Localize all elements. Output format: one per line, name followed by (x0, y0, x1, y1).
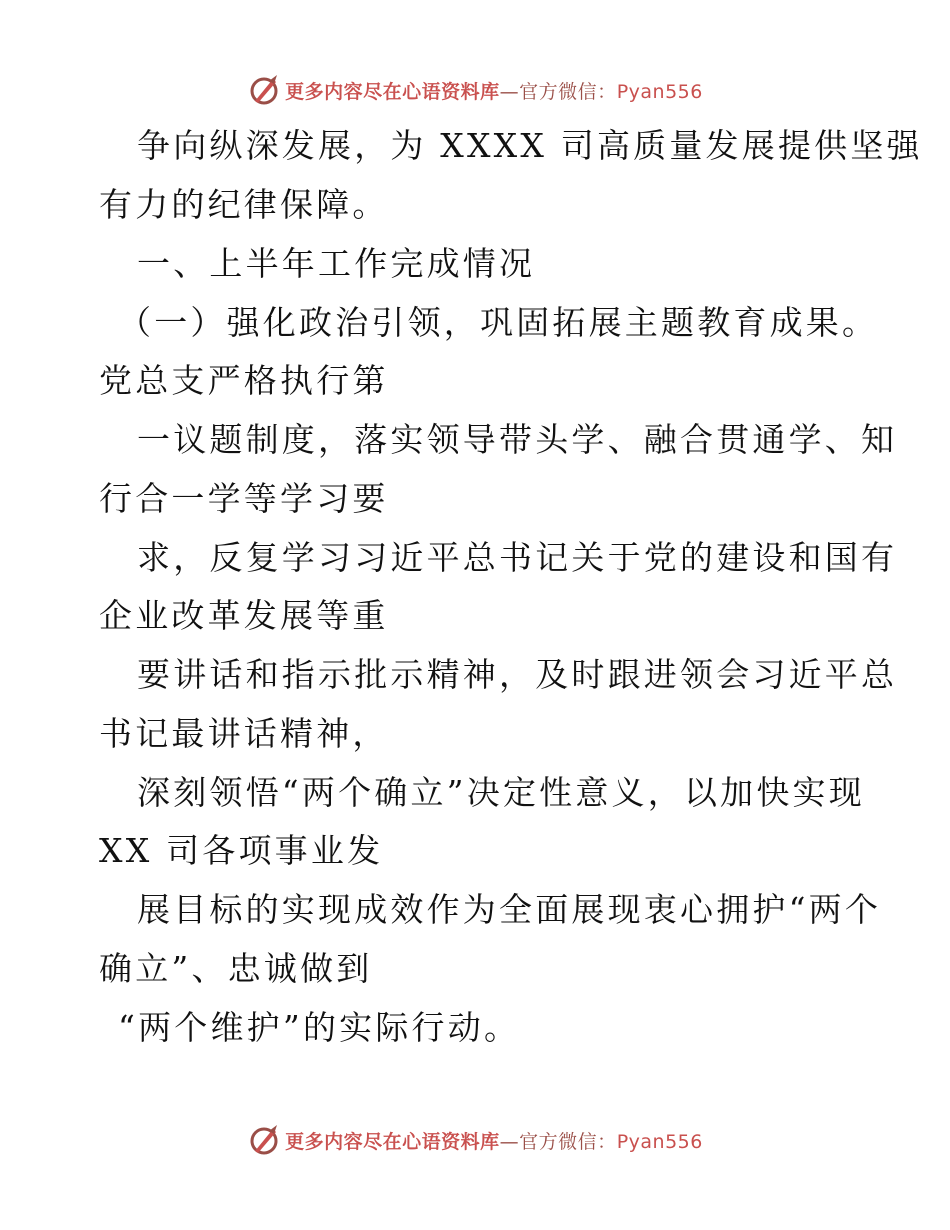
watermark-separator: — (499, 1130, 520, 1153)
body-line: 企业改革发展等重 (99, 596, 389, 635)
body-line: 确立”、忠诚做到 (99, 949, 373, 988)
watermark-text (285, 1127, 703, 1154)
quill-circle-logo-icon (247, 1123, 281, 1157)
body-line: 有力的纪律保障。 (99, 185, 389, 224)
body-line: 要讲话和指示批示精神，及时跟进领会习近平总 (137, 655, 898, 694)
watermark-label: 官方微信： (519, 1130, 617, 1153)
body-line: XX 司各项事业发 (99, 831, 384, 870)
footer-watermark (0, 1120, 950, 1160)
watermark-separator: — (499, 80, 520, 103)
body-line: 党总支严格执行第 (99, 361, 389, 400)
watermark-label: 官方微信： (519, 80, 617, 103)
watermark-handle: Pyan556 (616, 1130, 703, 1153)
body-line: 深刻领悟“两个确立”决定性意义，以加快实现 (137, 773, 865, 812)
body-line: 展目标的实现成效作为全面展现衷心拥护“两个 (137, 890, 882, 929)
section-heading: 一、上半年工作完成情况 (137, 244, 536, 283)
body-line: 书记最讲话精神， (99, 714, 389, 753)
body-line: 行合一学等学习要 (99, 479, 389, 518)
watermark-site-text: 更多内容尽在心语资料库 (285, 80, 500, 103)
body-line: 一议题制度，落实领导带头学、融合贯通学、知 (137, 420, 898, 459)
watermark-handle: Pyan556 (616, 80, 703, 103)
body-line: 争向纵深发展，为 XXXX 司高质量发展提供坚强 (137, 126, 923, 165)
watermark-site-text: 更多内容尽在心语资料库 (285, 1130, 500, 1153)
body-line: 求，反复学习习近平总书记关于党的建设和国有 (137, 538, 898, 577)
subsection-heading: （一）强化政治引领，巩固拓展主题教育成果。 (118, 303, 879, 342)
body-line: “两个维护”的实际行动。 (118, 1008, 521, 1047)
